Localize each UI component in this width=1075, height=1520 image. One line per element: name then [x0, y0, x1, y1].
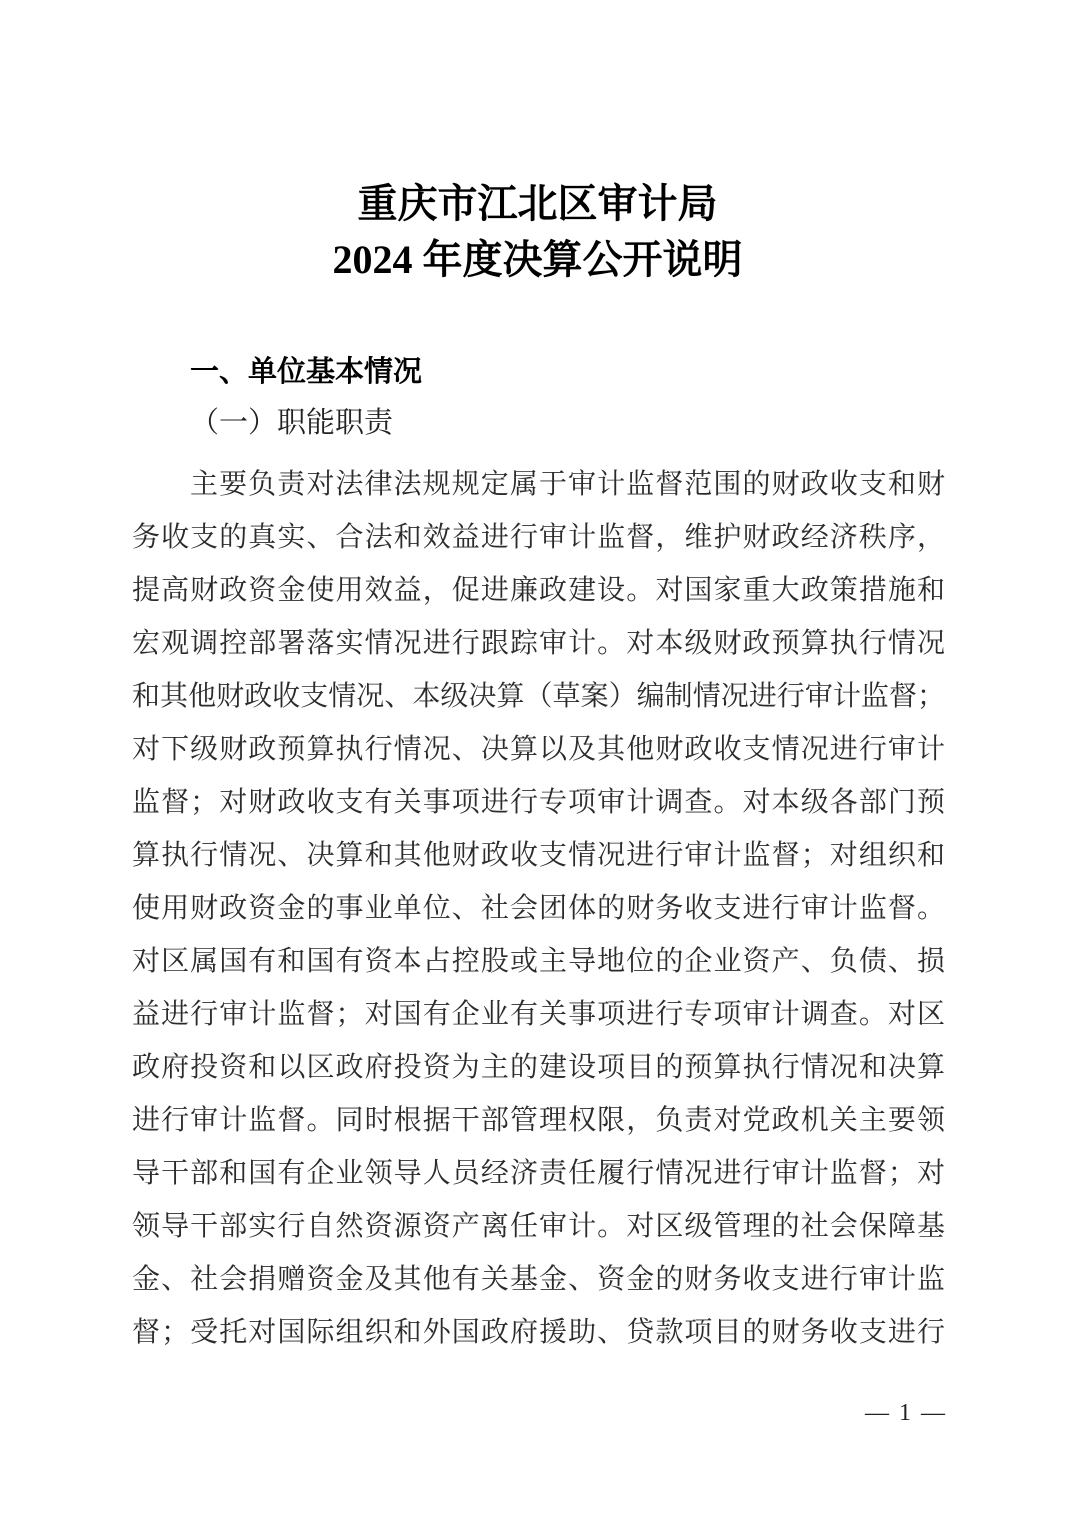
paragraph-line: 主要负责对法律法规规定属于审计监督范围的财政收支和财	[190, 469, 945, 500]
paragraph-line: 务收支的真实、合法和效益进行审计监督，维护财政经济秩序，	[132, 522, 945, 553]
paragraph-line: 金、社会捐赠资金及其他有关基金、资金的财务收支进行审计监	[132, 1264, 945, 1295]
body-paragraph	[132, 458, 945, 1359]
paragraph-line: 提高财政资金使用效益，促进廉政建设。对国家重大政策措施和	[132, 575, 945, 606]
paragraph-line: 对区属国有和国有资本占控股或主导地位的企业资产、负债、损	[132, 946, 945, 977]
paragraph-line: 导干部和国有企业领导人员经济责任履行情况进行审计监督；对	[132, 1158, 945, 1189]
paragraph-line: 对下级财政预算执行情况、决算以及其他财政收支情况进行审计	[132, 734, 945, 765]
paragraph-line: 领导干部实行自然资源资产离任审计。对区级管理的社会保障基	[132, 1211, 945, 1242]
subsection-heading: （一）职能职责	[190, 407, 394, 439]
section-heading: 一、单位基本情况	[190, 356, 423, 388]
document-title-line2: 2024 年度决算公开说明	[332, 237, 743, 282]
paragraph-line: 益进行审计监督；对国有企业有关事项进行专项审计调查。对区	[132, 999, 945, 1030]
paragraph-line: 进行审计监督。同时根据干部管理权限，负责对党政机关主要领	[132, 1105, 945, 1136]
paragraph-line: 使用财政资金的事业单位、社会团体的财务收支进行审计监督。	[132, 893, 945, 924]
paragraph-line: 政府投资和以区政府投资为主的建设项目的预算执行情况和决算	[132, 1052, 945, 1083]
page-number: — 1 —	[865, 1400, 947, 1426]
paragraph-line: 监督；对财政收支有关事项进行专项审计调查。对本级各部门预	[132, 787, 945, 818]
paragraph-line: 算执行情况、决算和其他财政收支情况进行审计监督；对组织和	[132, 840, 945, 871]
paragraph-line: 督；受托对国际组织和外国政府援助、贷款项目的财务收支进行	[132, 1317, 945, 1348]
paragraph-line: 和其他财政收支情况、本级决算（草案）编制情况进行审计监督；	[132, 681, 945, 712]
document-title-line1: 重庆市江北区审计局	[357, 181, 718, 226]
document-title	[0, 176, 1075, 288]
paragraph-line: 宏观调控部署落实情况进行跟踪审计。对本级财政预算执行情况	[132, 628, 945, 659]
